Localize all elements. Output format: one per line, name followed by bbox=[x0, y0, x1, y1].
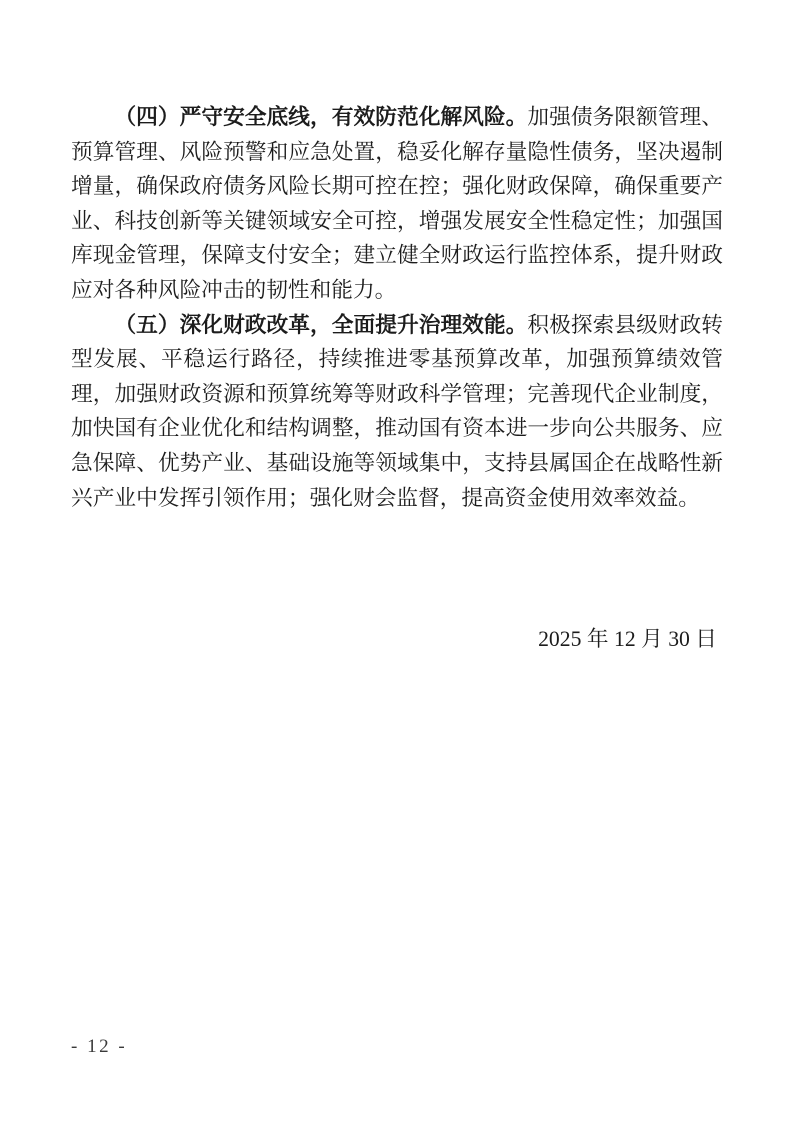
section-5-body: 积极探索县级财政转型发展、平稳运行路径，持续推进零基预算改革，加强预算绩效管理，加强财政资源和预算统筹等财政科学管理；完善现代企业制度，加快国有企业优化和结构调整，推动国有资本进一步向公共服务、应急保障、优势产业、基础设施等领域集中，支持县属国企在战略性新兴产业中发挥引领作用；强化财会监督，提高资金使用效率效益。 bbox=[71, 312, 723, 510]
page-number: - 12 - bbox=[71, 1036, 128, 1057]
section-4-heading: （四）严守安全底线，有效防范化解风险。 bbox=[114, 105, 528, 129]
paragraph-section-4 bbox=[71, 100, 723, 308]
paragraph-section-5 bbox=[71, 308, 723, 516]
section-5-heading: （五）深化财政改革，全面提升治理效能。 bbox=[114, 312, 528, 337]
document-content bbox=[71, 100, 723, 657]
section-4-body: 加强债务限额管理、预算管理、风险预警和应急处置，稳妥化解存量隐性债务，坚决遏制增量，确保政府债务风险长期可控在控；强化财政保障，确保重要产业、科技创新等关键领域安全可控，增强发展安全性稳定性；加强国库现金管理，保障支付安全；建立健全财政运行监控体系，提升财政应对各种风险冲击的韧性和能力。 bbox=[71, 105, 723, 302]
document-date: 2025 年 12 月 30 日 bbox=[538, 627, 717, 652]
